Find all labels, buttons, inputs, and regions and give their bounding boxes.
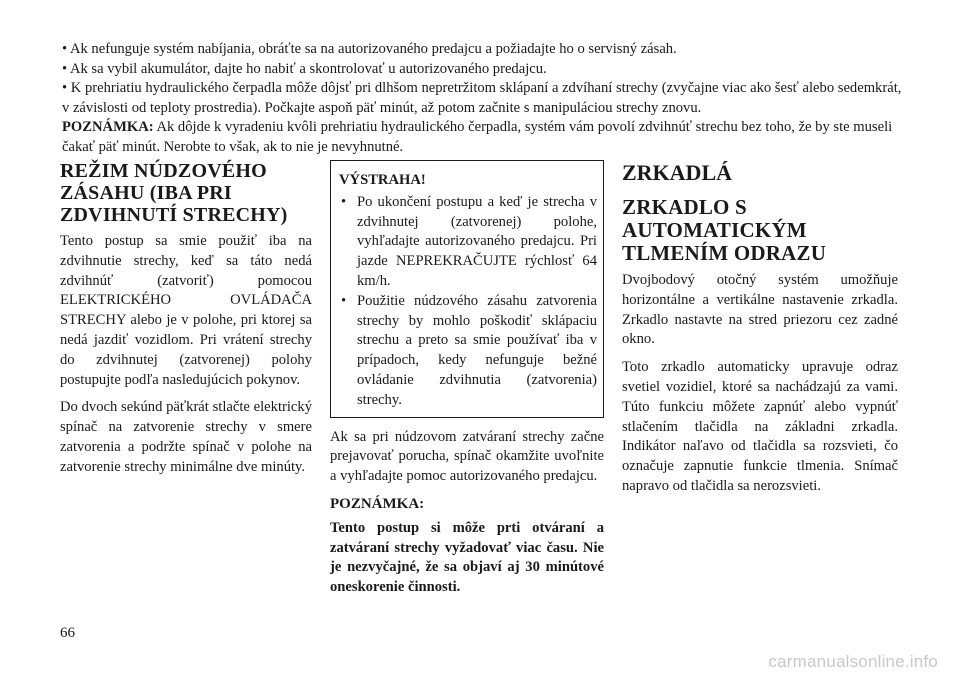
mirror-paragraph-1: Dvojbodový otočný systém umožňuje horizontálne a vertikálne nastavenie zrkadla. Zrkadlo nastavte na stred priezoru cez zadné okno. — [622, 272, 898, 348]
emergency-paragraph-2: Do dvoch sekúnd päťkrát stlačte elektrický spínač na zatvorenie strechy v smere zatvorenia a podržte spínač v polohe na zatvorenie strechy minimálne dve minúty. — [60, 399, 312, 475]
top-notes — [62, 40, 902, 158]
emergency-paragraph-1: Tento postup sa smie použiť iba na zdvihnutie strechy, keď sa táto nedá zdvihnúť (zatvoriť) pomocou ELEKTRICKÉHO OVLÁDAČA STRECHY alebo je v polohe, pri ktorej sa nedá jazdiť vozidlom. Pri vrátení strechy do zdvihnutej (zatvorenej) polohy postupujte podľa nasledujúcich pokynov. — [60, 233, 312, 388]
warning-box — [330, 160, 604, 418]
column-left — [60, 160, 312, 486]
note-text: Tento postup si môže prti otváraní a zatváraní strechy vyžadovať viac času. Nie je nezvyčajné, že sa objaví aj 30 minútové oneskorenie činnosti. — [330, 519, 604, 596]
warning-item-2: • Použitie núdzového zásahu zatvorenia strechy by mohlo poškodiť sklápaciu strechu a preto sa smie používať iba v prípadoch, kedy nefunguje bežné ovládanie zdvihnutia (zatvorenia) strechy. — [339, 292, 597, 411]
mirrors-title: ZRKADLÁ — [622, 160, 733, 185]
top-note-label: POZNÁMKA: — [62, 119, 154, 136]
mirror-paragraph-2: Toto zrkadlo automaticky upravuje odraz svetiel vozidiel, ktoré sa nachádzajú za vami. Túto funkciu môžete zapnúť alebo vypnúť stlačením tlačidla na základni zrkadla. Indikátor naľavo od tlačidla sa rozsvieti, čo označuje zapnutie funkcie tlmenia. Snímač napravo od tlačidla sa nerozsvieti. — [622, 359, 898, 494]
page-number: 66 — [60, 625, 75, 641]
warning-item-1: • Po ukončení postupu a keď je strecha v zdvihnutej (zatvorenej) polohe, vyhľadajte autorizovaného predajcu. Pri jazde NEPREKRAČUJTE rýchlosť 64 km/h. — [339, 193, 597, 292]
top-note-text: Ak dôjde k vyradeniu kvôli prehriatiu hydraulického čerpadla, systém vám povolí zdvihnúť strechu bez toho, že by ste museli čakať päť minút. Nerobte to však, ak to nie je nevyhnutné. — [62, 119, 893, 155]
warning-title: VÝSTRAHA! — [339, 172, 426, 188]
watermark: carmanualsonline.info — [768, 652, 938, 671]
column-right — [622, 160, 898, 505]
top-bullet-1: • Ak nefunguje systém nabíjania, obráťte sa na autorizovaného predajcu a požiadajte ho o servisný zásah. — [62, 41, 677, 57]
top-bullet-3: • K prehriatiu hydraulického čerpadla môže dôjsť pri dlhšom nepretržitom sklápaní a zdvíhaní strechy (zvyčajne viac ako šesť alebo sedemkrát, v závislosti od teploty prostredia). Počkajte aspoň päť minút, až potom začnite s manipuláciou strechy znovu. — [62, 80, 902, 116]
malfunction-paragraph: Ak sa pri núdzovom zatváraní strechy začne prejavovať porucha, spínač okamžite uvoľnite a vyhľadajte pomoc autorizovaného predajcu. — [330, 428, 604, 485]
top-bullet-2: • Ak sa vybil akumulátor, dajte ho nabiť a skontrolovať u autorizovaného predajcu. — [62, 60, 547, 77]
emergency-heading: REŽIM NÚDZOVÉHO ZÁSAHU (IBA PRI ZDVIHNUTÍ STRECHY) — [60, 160, 288, 226]
auto-dimming-mirror-heading: ZRKADLO S AUTOMATICKÝM TLMENÍM ODRAZU — [622, 195, 827, 265]
top-note — [62, 118, 902, 157]
column-middle — [330, 160, 604, 598]
note-heading: POZNÁMKA: — [330, 495, 425, 512]
warning-list — [339, 193, 597, 411]
